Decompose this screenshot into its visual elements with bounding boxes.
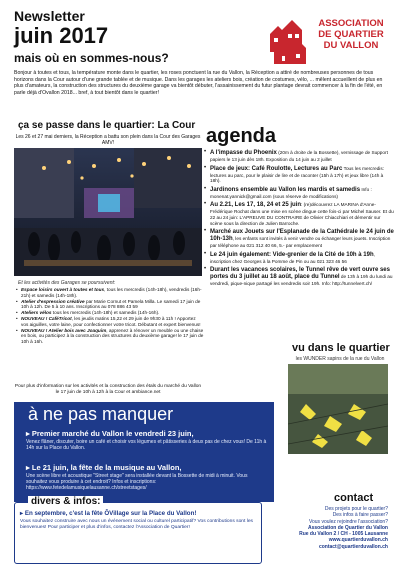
- activity-label: Espace loisirs ouvert à toutes et tous: [21, 287, 105, 292]
- list-item: [16, 328, 204, 345]
- contact-email-link[interactable]: contact@quartierduvallon.ch: [318, 543, 388, 550]
- list-item: [202, 252, 394, 265]
- vu-photo: [288, 364, 388, 454]
- agenda-item-head: Place de jeux: Café Roulotte, Lectures au Parc: [210, 165, 343, 172]
- logo-line-3: DU VALLON: [323, 40, 379, 51]
- activity-label: NOUVEAU ! Atelier bois avec Joaquim: [21, 327, 107, 333]
- highlight-item: [26, 464, 268, 491]
- divers-headline: ▸ En septembre, c'est la fête ÔVillage sur la Place du Vallon!: [20, 510, 197, 517]
- activity-label: NOUVEAU ! CaféTricot: [21, 315, 72, 321]
- contact-line: Des infos à faire passer?: [332, 512, 388, 519]
- list-item: [202, 187, 394, 200]
- agenda-item-head: Au 2.21, Les 17, 18, 24 et 25 juin: [210, 202, 302, 209]
- agenda-list: [202, 150, 394, 290]
- list-item: [202, 202, 394, 226]
- vu-title: vu dans le quartier: [292, 342, 390, 354]
- highlight-text: Venez flâner, discuter, boire un café et choisir vos légumes et pâtisseries à deux pas de chez vous! De 11h à 14h sur la Place du Vallon.: [26, 438, 267, 451]
- contact-block: [262, 506, 388, 550]
- activity-text: , apprenez à rénover un meuble ou une chaise en bois, ou participez à la construction des structures du deuxième garage! le 17 juin de 10h à 16h.: [21, 327, 204, 345]
- arrow-right-icon: ▸: [20, 510, 25, 517]
- newsletter-subtitle: mais où en sommes-nous?: [14, 51, 169, 65]
- cour-description: Les 26 et 27 mai derniers, la Réception a battu son plein dans la Cour des Garages AMV!: [15, 134, 201, 147]
- agenda-item-text: Info : monenat.yannick@gmail.com (sous réserve de modifications): [210, 186, 372, 199]
- list-item: [16, 299, 204, 311]
- agenda-item-text: Tous les mercredis: lectures au parc, pour le plaisir de lire et de raconter (15h à 17h) et jeux libre (14h à 18h).: [210, 165, 384, 184]
- agenda-item-head: A l'impasse du Phoenix: [210, 150, 277, 156]
- arrow-right-icon: ▸: [26, 463, 32, 472]
- activities-list: [16, 287, 204, 345]
- contact-line: Vous voulez rejoindre l'association?: [308, 518, 388, 525]
- association-logo: [268, 8, 394, 70]
- activity-label: Atelier d'expression créative: [21, 298, 85, 304]
- agenda-item-text: : (re)découvrez LA MARINA d'Anne-Frédérique Rochat dans une mise en scène dingue cette fois-ci par Michel Sauser. Et du 22 au 24 juin: L'APREUVE DU CONTRAIRE de Olivier Chiacchiari et démentir sur scène sous la direction de Julien Barroche.: [210, 202, 394, 226]
- activity-text: par Marie Cornut et Pamela Milla. Le samedi 17 juin de 10h à 12h. De 5 à 10 ans. Inscriptions au 078 886 43 59: [21, 298, 201, 310]
- contact-address: Rue du Vallon 2 / CH - 1005 Lausanne: [299, 531, 388, 538]
- list-item: [202, 150, 394, 163]
- courtyard-photo: [14, 148, 202, 276]
- contact-title: contact: [334, 492, 374, 504]
- vu-caption: les WUNDER sapins de la rue du Vallon: [295, 356, 385, 362]
- activity-text: tous les mercredis (14h-18h) et samedis (14h-16h).: [51, 310, 160, 316]
- agenda-item-text: (20m à droite de la Bossette), vernissage de Support papiers le 13 juin dès 18h. Exposition du 14 juin au 2 juillet: [210, 150, 388, 162]
- arrow-right-icon: ▸: [26, 429, 32, 438]
- highlight-text: Une scène libre et acoustique "Street stage" sera installée devant la Bossette de midi à minuit. Vous souhaitez vous produire à cet endroit? Infos et inscriptions: https://www.fetedelamusiquelausanne.ch/streetstages/: [26, 472, 248, 491]
- ne-pas-manquer-box: [14, 402, 274, 502]
- divers-title: divers & infos:: [28, 496, 103, 507]
- activities-intro: Et les activités des Garages se poursuivent:: [18, 280, 116, 286]
- contact-org: Association de Quartier du Vallon: [307, 524, 388, 531]
- list-item: [202, 267, 394, 287]
- activity-text: , tous les mercredis (14h-18h), vendredis (16h-21h) et samedis (14h-18h).: [21, 287, 202, 298]
- logo-line-2: DE QUARTIER: [318, 29, 384, 40]
- list-item: [16, 316, 204, 328]
- contact-website-link[interactable]: www.quartierduvallon.ch: [328, 537, 388, 544]
- agenda-item-head: Le 24 juin également: Vide-grenier de la Cité de 10h à 19h: [210, 251, 374, 258]
- ne-pas-manquer-title: à ne pas manquer: [28, 404, 174, 424]
- agenda-item-head: Jardinons ensemble au Vallon les mardis et samedis: [210, 186, 361, 193]
- intro-paragraph: Bonjour à toutes et tous, la température monte dans le quartier, les roses ponctuent la rue du Vallon, la Réception a attiré de nombreuses personnes de tous horizons dans la Cour autour d'une grande tablée et de musique. Dans les garages les ateliers bois, création de costumes, vélo, ... mêlent accueillent de plus en plus d'amateurs, la construction des structures du deuxième garage va bientôt débuter, l'assainissement du futur plantage devrait commencer à la fin de l'été, en parle déjà d'Ovallon 2018... bref, à tout bientôt dans le quartier!: [14, 70, 383, 96]
- wunder-sapins-photo: [288, 364, 388, 454]
- list-item: [202, 166, 394, 184]
- list-item: [16, 287, 204, 299]
- newsletter-date: juin 2017: [14, 23, 109, 48]
- newsletter-title: Newsletter: [14, 8, 85, 24]
- agenda-item-text: , les enfants sont invités à venir vendre ou échanger leurs jouets. Inscription par téléphone au 021 312 40 66, 5.- par emplacement: [210, 236, 391, 249]
- agenda-item-text: , inscription chez Georges à la Pomme de Pin ou au 021 323 46 56: [210, 251, 375, 264]
- highlight-item: [26, 430, 268, 451]
- agenda-item-head: Marché aux Jouets sur l'Esplanade de la Cathédrale le 24 juin de 10h-13h: [210, 229, 394, 243]
- agenda-item-head: Durant les vacances scolaires, le Tunnel rêve de vert ouvre ses portes du 3 juillet au 18 août, place du Tunnel: [210, 267, 390, 281]
- list-item: [202, 229, 394, 249]
- courtyard-photo-image: [14, 148, 202, 276]
- activity-text: , les jeudis matins 15,22 et 29 juin de 9h30 à 11h ! Apportez vos aiguilles, votre laine, pour confectionner votre tricot. Débutant et expert bienvenus!: [21, 315, 201, 327]
- agenda-title: agenda: [206, 125, 277, 147]
- activities-footer: Pour plus d'information sur les activités et la construction des étals du marché du Vallon le 17 juin de 10h à 12h à la Cour et ambiance.net: [14, 384, 202, 395]
- houses-logo-icon: [268, 12, 308, 66]
- contact-line: Des projets pour le quartier?: [324, 506, 388, 512]
- logo-line-1: ASSOCIATION: [318, 18, 384, 29]
- divers-body: Vous souhaitez construire avec nous un événement social ou culturel participatif? Vos contributions sont les bienvenues! Pour participer et plus d'infos, contactez l'Association de Quartier!: [20, 519, 253, 530]
- activity-label: Ateliers vélos: [21, 310, 52, 316]
- highlight-head: ▸ Premier marché du Vallon le vendredi 23 juin,: [26, 429, 194, 438]
- highlight-head: ▸ Le 21 juin, la fête de la musique au Vallon,: [26, 463, 182, 472]
- cour-section-title: ça se passe dans le quartier: La Cour: [18, 120, 196, 131]
- agenda-item-text: de 13h à 19h du lundi au vendredi, pique-nique partagé les vendredis soir 19h. Info: http://tunnelvert.ch/: [210, 274, 393, 287]
- logo-wordmark: [308, 18, 394, 51]
